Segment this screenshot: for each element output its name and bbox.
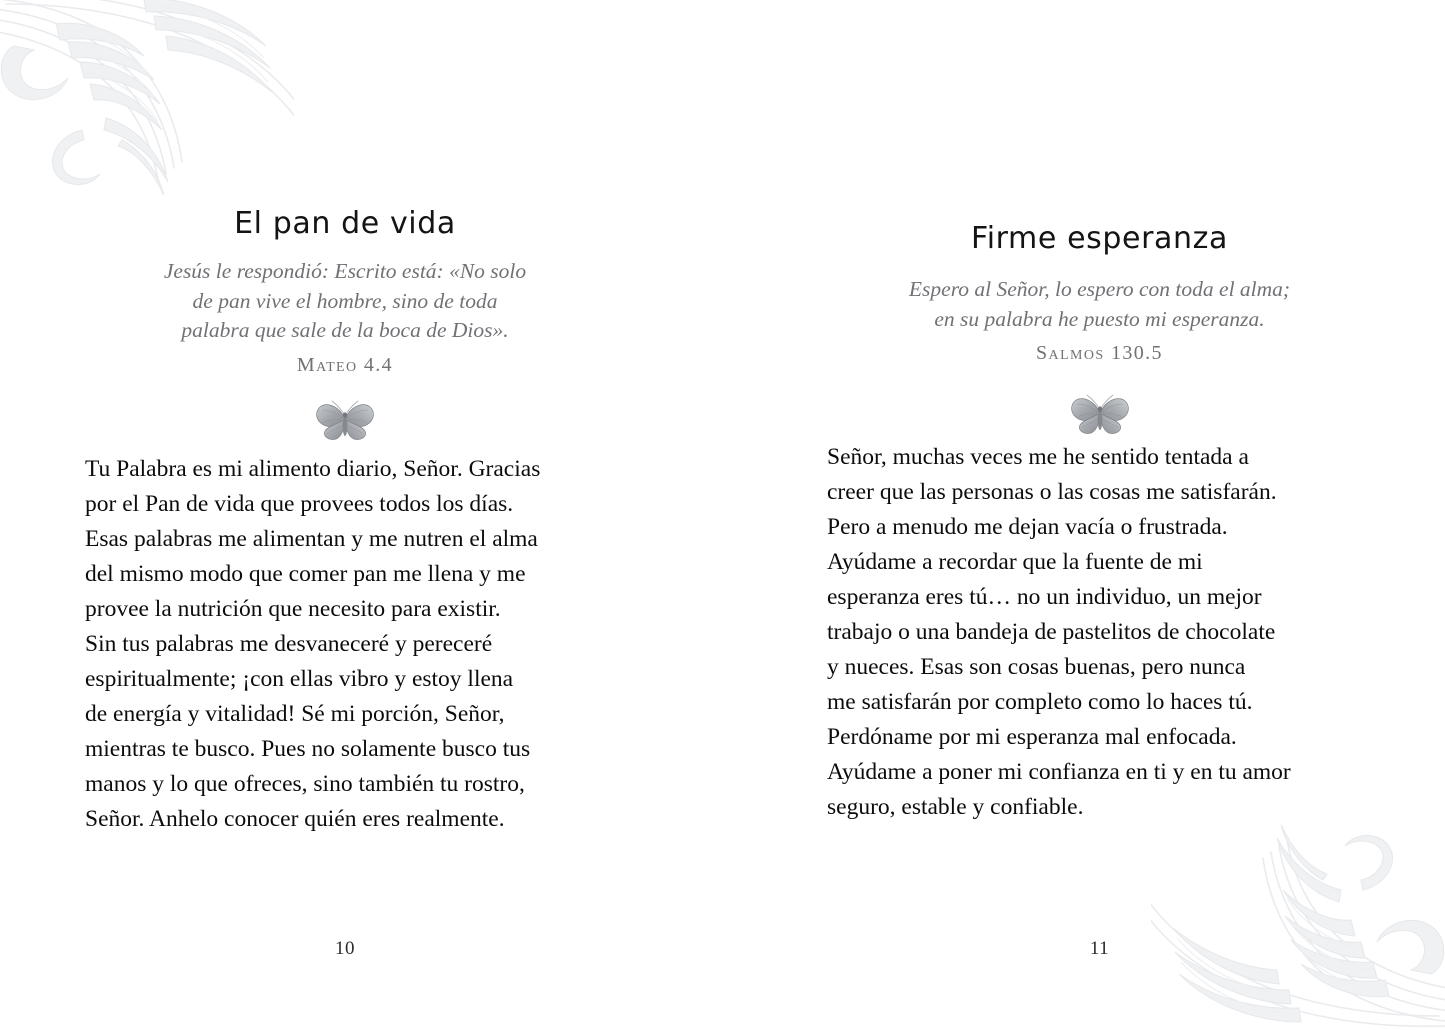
scripture-epigraph xyxy=(85,257,605,380)
butterfly-icon xyxy=(314,398,376,442)
body-line: Esas palabras me alimentan y me nutren el alma xyxy=(85,526,538,552)
body-line: manos y lo que ofreces, sino también tu rostro, xyxy=(85,771,525,797)
body-line: Sin tus palabras me desvaneceré y pereceré xyxy=(85,631,493,657)
right-page xyxy=(722,0,1445,1020)
prayer-body xyxy=(85,452,605,837)
body-line: esperanza eres tú… no un individuo, un mejor xyxy=(827,584,1262,610)
page-number: 10 xyxy=(335,938,355,959)
body-line: y nueces. Esas son cosas buenas, pero nunca xyxy=(827,654,1246,680)
scripture-citation: Salmos 130.5 xyxy=(1036,342,1163,364)
right-page-content xyxy=(827,0,1372,1020)
left-page xyxy=(0,0,722,1020)
body-line: Ayúdame a poner mi confianza en ti y en tu amor xyxy=(827,759,1291,785)
body-line: Pero a menudo me dejan vacía o frustrada. xyxy=(827,514,1228,540)
left-page-content xyxy=(85,0,605,1020)
body-line: Perdóname por mi esperanza mal enfocada. xyxy=(827,724,1237,750)
epigraph-line: en su palabra he puesto mi esperanza. xyxy=(934,306,1265,331)
page-number: 11 xyxy=(1089,938,1110,959)
body-line: mientras te busco. Pues no solamente busco tus xyxy=(85,736,531,762)
prayer-body xyxy=(827,440,1372,825)
scripture-epigraph xyxy=(827,275,1372,369)
epigraph-line: palabra que sale de la boca de Dios». xyxy=(181,318,509,342)
body-line: me satisfarán por completo como lo haces tú. xyxy=(827,689,1253,715)
body-line: Señor. Anhelo conocer quién eres realmente. xyxy=(85,806,505,832)
epigraph-line: Espero al Señor, lo espero con toda el alma; xyxy=(908,277,1291,301)
body-line: creer que las personas o las cosas me satisfarán. xyxy=(827,479,1277,505)
body-line: Tu Palabra es mi alimento diario, Señor. Gracias xyxy=(85,456,541,482)
epigraph-line: de pan vive el hombre, sino de toda xyxy=(192,288,498,313)
body-line: espiritualmente; ¡con ellas vibro y estoy llena xyxy=(85,666,514,692)
body-line: trabajo o una bandeja de pastelitos de chocolate xyxy=(827,619,1276,645)
page-title: El pan de vida xyxy=(234,206,456,242)
body-line: Señor, muchas veces me he sentido tentada a xyxy=(827,444,1249,470)
butterfly-icon xyxy=(1069,392,1131,436)
body-line: de energía y vitalidad! Sé mi porción, Señor, xyxy=(85,701,505,727)
body-line: por el Pan de vida que provees todos los días. xyxy=(85,491,514,517)
epigraph-line: Jesús le respondió: Escrito está: «No solo xyxy=(163,259,527,283)
body-line: del mismo modo que comer pan me llena y me xyxy=(85,561,526,587)
page-title: Firme esperanza xyxy=(971,221,1228,257)
body-line: provee la nutrición que necesito para existir. xyxy=(85,596,501,622)
body-line: seguro, estable y confiable. xyxy=(827,794,1084,820)
scripture-citation: Mateo 4.4 xyxy=(296,353,394,376)
body-line: Ayúdame a recordar que la fuente de mi xyxy=(827,549,1203,575)
